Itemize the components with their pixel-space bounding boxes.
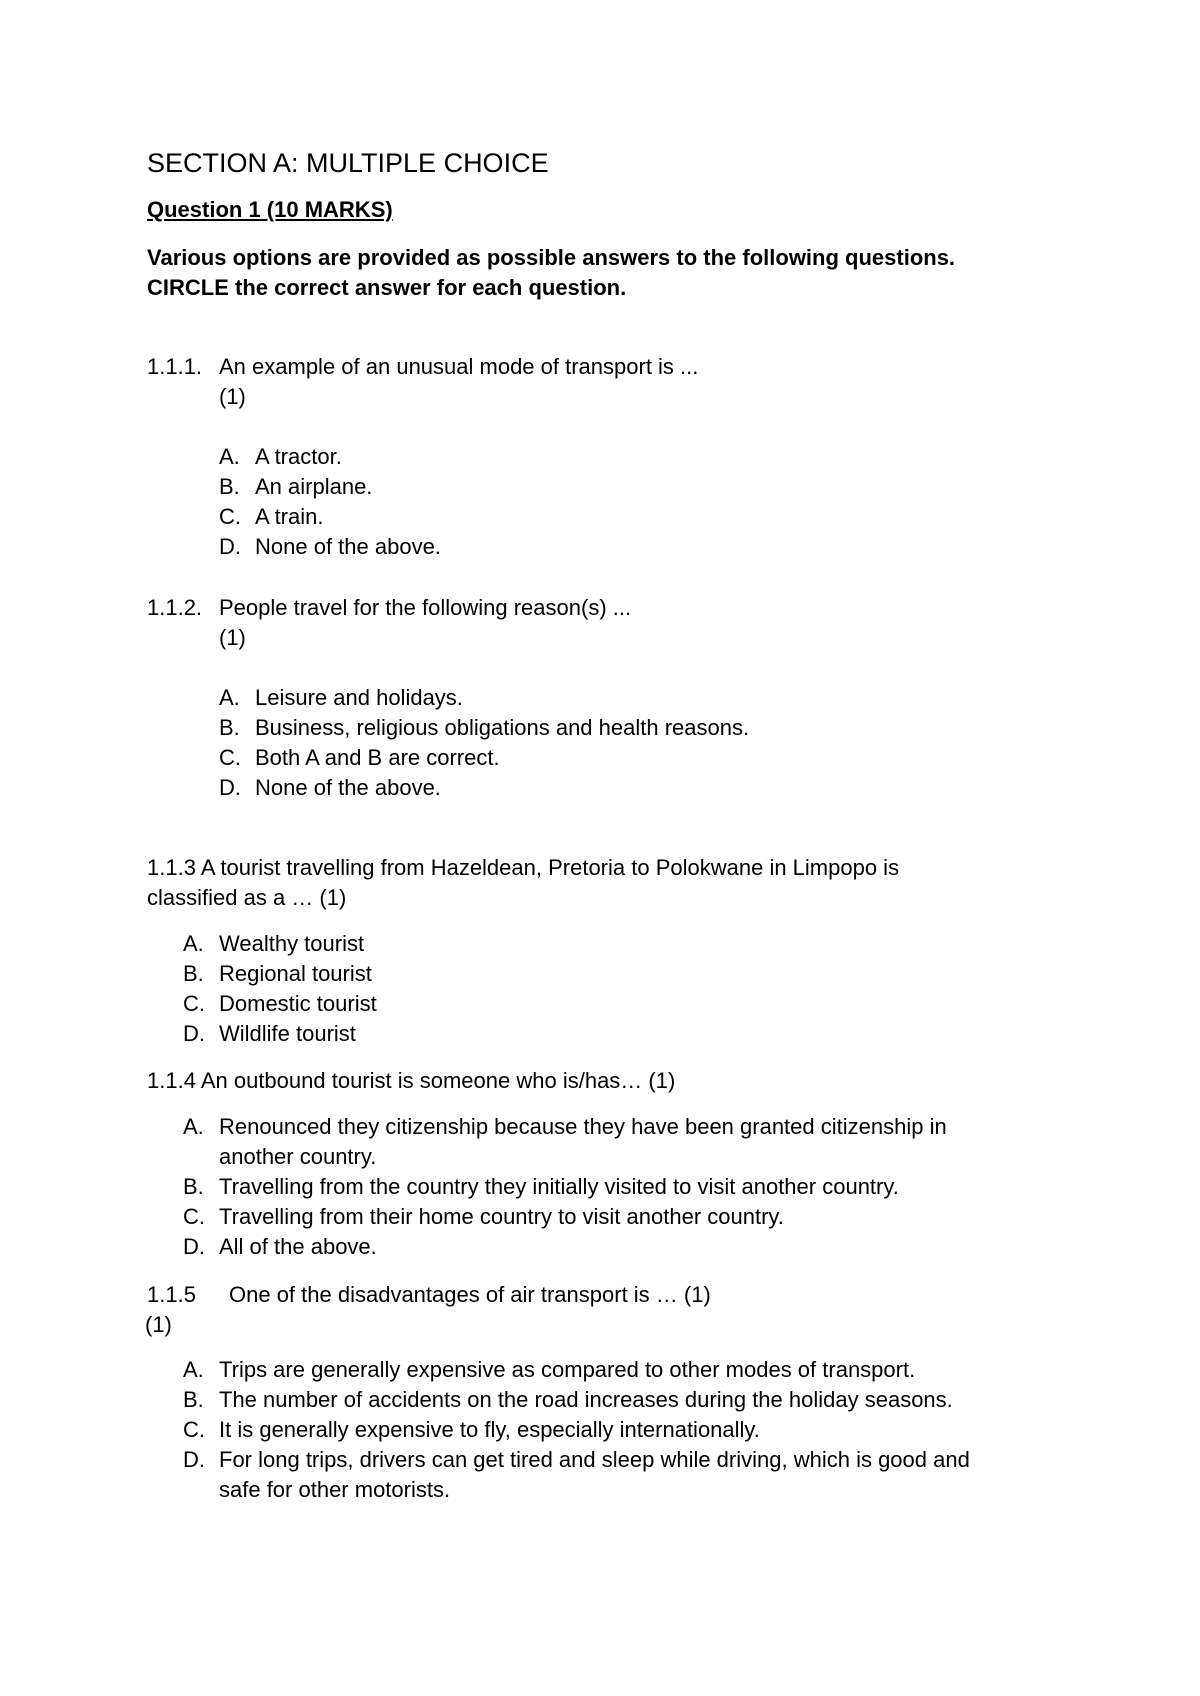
option-letter: D. [183, 1447, 205, 1472]
option-text: All of the above. [219, 1234, 377, 1259]
option-d[interactable] [183, 1019, 356, 1049]
option-letter: D. [183, 1234, 205, 1259]
option-letter: B. [183, 1387, 204, 1412]
instruction-line-2: CIRCLE the correct answer for each question. [147, 275, 627, 300]
option-letter: C. [183, 1417, 205, 1442]
option-b[interactable] [219, 472, 372, 502]
option-letter: A. [183, 931, 204, 956]
option-a[interactable] [183, 1112, 947, 1142]
option-letter: D. [219, 534, 241, 559]
option-text: Wealthy tourist [219, 931, 365, 956]
option-c[interactable] [219, 743, 500, 773]
question-text-line-1: 1.1.4 An outbound tourist is someone who is/has… (1) [147, 1068, 676, 1093]
option-text: None of the above. [255, 534, 441, 559]
instruction-line-1: Various options are provided as possible answers to the following questions. [147, 245, 956, 270]
question-marks: (1) [219, 384, 246, 409]
question-text-line-1: 1.1.3 A tourist travelling from Hazeldean, Pretoria to Polokwane in Limpopo is [147, 855, 900, 880]
option-d-continuation: safe for other motorists. [219, 1477, 451, 1502]
option-letter: B. [219, 715, 240, 740]
option-a[interactable] [183, 1355, 915, 1385]
option-b[interactable] [219, 713, 749, 743]
option-text: An airplane. [255, 474, 373, 499]
option-letter: A. [183, 1357, 204, 1382]
option-c[interactable] [183, 1415, 760, 1445]
option-text: For long trips, drivers can get tired and sleep while driving, which is good and [219, 1447, 970, 1472]
option-d[interactable] [219, 532, 441, 562]
option-d[interactable] [183, 1445, 970, 1475]
option-text: None of the above. [255, 775, 441, 800]
option-d[interactable] [219, 773, 441, 803]
option-b[interactable] [183, 1172, 899, 1202]
option-text: Leisure and holidays. [255, 685, 463, 710]
question-text-line-2: classified as a … (1) [147, 885, 347, 910]
option-letter: C. [219, 504, 241, 529]
option-letter: A. [219, 444, 240, 469]
option-c[interactable] [183, 1202, 784, 1232]
option-a-continuation: another country. [219, 1144, 377, 1169]
option-text: Regional tourist [219, 961, 372, 986]
option-a[interactable] [219, 683, 463, 713]
option-text: Domestic tourist [219, 991, 377, 1016]
option-letter: A. [183, 1114, 204, 1139]
question-text: One of the disadvantages of air transport is … (1) [229, 1282, 711, 1307]
question-text: People travel for the following reason(s) ... [219, 595, 632, 620]
option-text: A tractor. [255, 444, 342, 469]
option-letter: C. [183, 1204, 205, 1229]
option-letter: C. [219, 745, 241, 770]
option-b[interactable] [183, 1385, 953, 1415]
option-c[interactable] [219, 502, 323, 532]
question-marks: (1) [145, 1312, 172, 1337]
option-text: Wildlife tourist [219, 1021, 356, 1046]
option-text: Trips are generally expensive as compared to other modes of transport. [219, 1357, 916, 1382]
option-letter: C. [183, 991, 205, 1016]
option-d[interactable] [183, 1232, 377, 1262]
option-letter: D. [219, 775, 241, 800]
question-heading: Question 1 (10 MARKS) [147, 197, 393, 222]
option-a[interactable] [183, 929, 364, 959]
option-letter: B. [219, 474, 240, 499]
option-text: A train. [255, 504, 324, 529]
option-letter: D. [183, 1021, 205, 1046]
option-text: The number of accidents on the road increases during the holiday seasons. [219, 1387, 953, 1412]
option-b[interactable] [183, 959, 372, 989]
option-a[interactable] [219, 442, 342, 472]
option-letter: B. [183, 1174, 204, 1199]
question-number: 1.1.1. [147, 354, 203, 379]
option-text: Business, religious obligations and health reasons. [255, 715, 750, 740]
question-text: An example of an unusual mode of transport is ... [219, 354, 699, 379]
question-number: 1.1.5 [147, 1282, 196, 1307]
option-text: Renounced they citizenship because they have been granted citizenship in [219, 1114, 947, 1139]
question-marks: (1) [219, 625, 246, 650]
option-text: It is generally expensive to fly, especially internationally. [219, 1417, 760, 1442]
question-number: 1.1.2. [147, 595, 203, 620]
option-c[interactable] [183, 989, 377, 1019]
option-text: Travelling from their home country to visit another country. [219, 1204, 784, 1229]
option-text: Travelling from the country they initially visited to visit another country. [219, 1174, 899, 1199]
option-letter: A. [219, 685, 240, 710]
section-title: SECTION A: MULTIPLE CHOICE [147, 148, 549, 178]
option-letter: B. [183, 961, 204, 986]
option-text: Both A and B are correct. [255, 745, 500, 770]
